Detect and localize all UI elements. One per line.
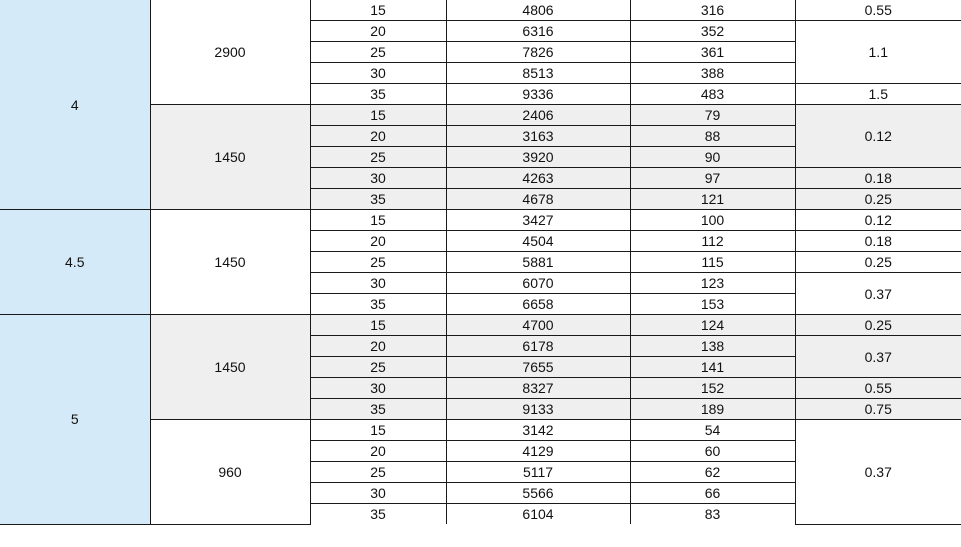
value-cell-c: 138	[630, 336, 795, 357]
value-cell-a: 15	[310, 420, 446, 441]
value-cell-b: 5117	[446, 462, 630, 483]
value-cell-b: 4678	[446, 189, 630, 210]
value-cell-b: 4263	[446, 168, 630, 189]
value-cell-b: 8327	[446, 378, 630, 399]
size-cell: 5	[0, 315, 150, 525]
power-cell: 0.18	[795, 231, 961, 252]
rpm-cell: 960	[150, 420, 310, 525]
value-cell-c: 79	[630, 105, 795, 126]
value-cell-c: 361	[630, 42, 795, 63]
power-cell: 0.25	[795, 189, 961, 210]
power-cell: 0.18	[795, 168, 961, 189]
value-cell-c: 141	[630, 357, 795, 378]
value-cell-b: 6178	[446, 336, 630, 357]
value-cell-c: 97	[630, 168, 795, 189]
value-cell-a: 25	[310, 147, 446, 168]
value-cell-a: 20	[310, 441, 446, 462]
table-row	[0, 315, 961, 336]
value-cell-a: 30	[310, 63, 446, 84]
value-cell-b: 4700	[446, 315, 630, 336]
power-cell: 0.55	[795, 378, 961, 399]
value-cell-c: 388	[630, 63, 795, 84]
power-cell: 0.55	[795, 0, 961, 21]
value-cell-b: 5566	[446, 483, 630, 504]
power-cell: 0.37	[795, 420, 961, 525]
value-cell-b: 3142	[446, 420, 630, 441]
value-cell-b: 5881	[446, 252, 630, 273]
power-cell: 0.37	[795, 273, 961, 315]
rpm-cell: 2900	[150, 0, 310, 105]
value-cell-c: 83	[630, 504, 795, 525]
value-cell-a: 25	[310, 42, 446, 63]
value-cell-a: 15	[310, 0, 446, 21]
value-cell-c: 100	[630, 210, 795, 231]
power-cell: 0.75	[795, 399, 961, 420]
value-cell-b: 6104	[446, 504, 630, 525]
value-cell-c: 316	[630, 0, 795, 21]
value-cell-a: 25	[310, 357, 446, 378]
value-cell-b: 9336	[446, 84, 630, 105]
value-cell-b: 6316	[446, 21, 630, 42]
value-cell-a: 20	[310, 126, 446, 147]
value-cell-b: 3920	[446, 147, 630, 168]
power-cell: 0.37	[795, 336, 961, 378]
value-cell-a: 15	[310, 105, 446, 126]
value-cell-a: 30	[310, 378, 446, 399]
rpm-cell: 1450	[150, 210, 310, 315]
value-cell-b: 3427	[446, 210, 630, 231]
power-cell: 0.25	[795, 252, 961, 273]
value-cell-c: 62	[630, 462, 795, 483]
value-cell-a: 30	[310, 273, 446, 294]
value-cell-c: 54	[630, 420, 795, 441]
value-cell-b: 4504	[446, 231, 630, 252]
value-cell-a: 25	[310, 252, 446, 273]
value-cell-c: 66	[630, 483, 795, 504]
rpm-cell: 1450	[150, 105, 310, 210]
value-cell-a: 35	[310, 294, 446, 315]
size-cell: 4	[0, 0, 150, 210]
value-cell-a: 20	[310, 336, 446, 357]
power-cell: 1.1	[795, 21, 961, 84]
value-cell-c: 115	[630, 252, 795, 273]
value-cell-a: 35	[310, 399, 446, 420]
value-cell-b: 7655	[446, 357, 630, 378]
value-cell-c: 124	[630, 315, 795, 336]
value-cell-c: 352	[630, 21, 795, 42]
table-row	[0, 210, 961, 231]
power-cell: 0.12	[795, 210, 961, 231]
rpm-cell: 1450	[150, 315, 310, 420]
power-cell: 0.12	[795, 105, 961, 168]
value-cell-a: 20	[310, 231, 446, 252]
value-cell-c: 88	[630, 126, 795, 147]
value-cell-b: 6658	[446, 294, 630, 315]
value-cell-b: 4129	[446, 441, 630, 462]
value-cell-c: 123	[630, 273, 795, 294]
value-cell-c: 152	[630, 378, 795, 399]
value-cell-c: 90	[630, 147, 795, 168]
value-cell-b: 3163	[446, 126, 630, 147]
value-cell-b: 7826	[446, 42, 630, 63]
value-cell-b: 9133	[446, 399, 630, 420]
value-cell-a: 30	[310, 168, 446, 189]
value-cell-a: 35	[310, 504, 446, 525]
value-cell-c: 153	[630, 294, 795, 315]
value-cell-a: 15	[310, 210, 446, 231]
table-row	[0, 0, 961, 21]
value-cell-a: 15	[310, 315, 446, 336]
value-cell-c: 121	[630, 189, 795, 210]
value-cell-b: 6070	[446, 273, 630, 294]
value-cell-c: 189	[630, 399, 795, 420]
value-cell-b: 8513	[446, 63, 630, 84]
value-cell-a: 25	[310, 462, 446, 483]
size-cell: 4.5	[0, 210, 150, 315]
value-cell-c: 60	[630, 441, 795, 462]
value-cell-b: 4806	[446, 0, 630, 21]
value-cell-c: 112	[630, 231, 795, 252]
power-cell: 1.5	[795, 84, 961, 105]
power-cell: 0.25	[795, 315, 961, 336]
value-cell-a: 35	[310, 84, 446, 105]
value-cell-c: 483	[630, 84, 795, 105]
value-cell-a: 35	[310, 189, 446, 210]
value-cell-a: 30	[310, 483, 446, 504]
value-cell-a: 20	[310, 21, 446, 42]
value-cell-b: 2406	[446, 105, 630, 126]
